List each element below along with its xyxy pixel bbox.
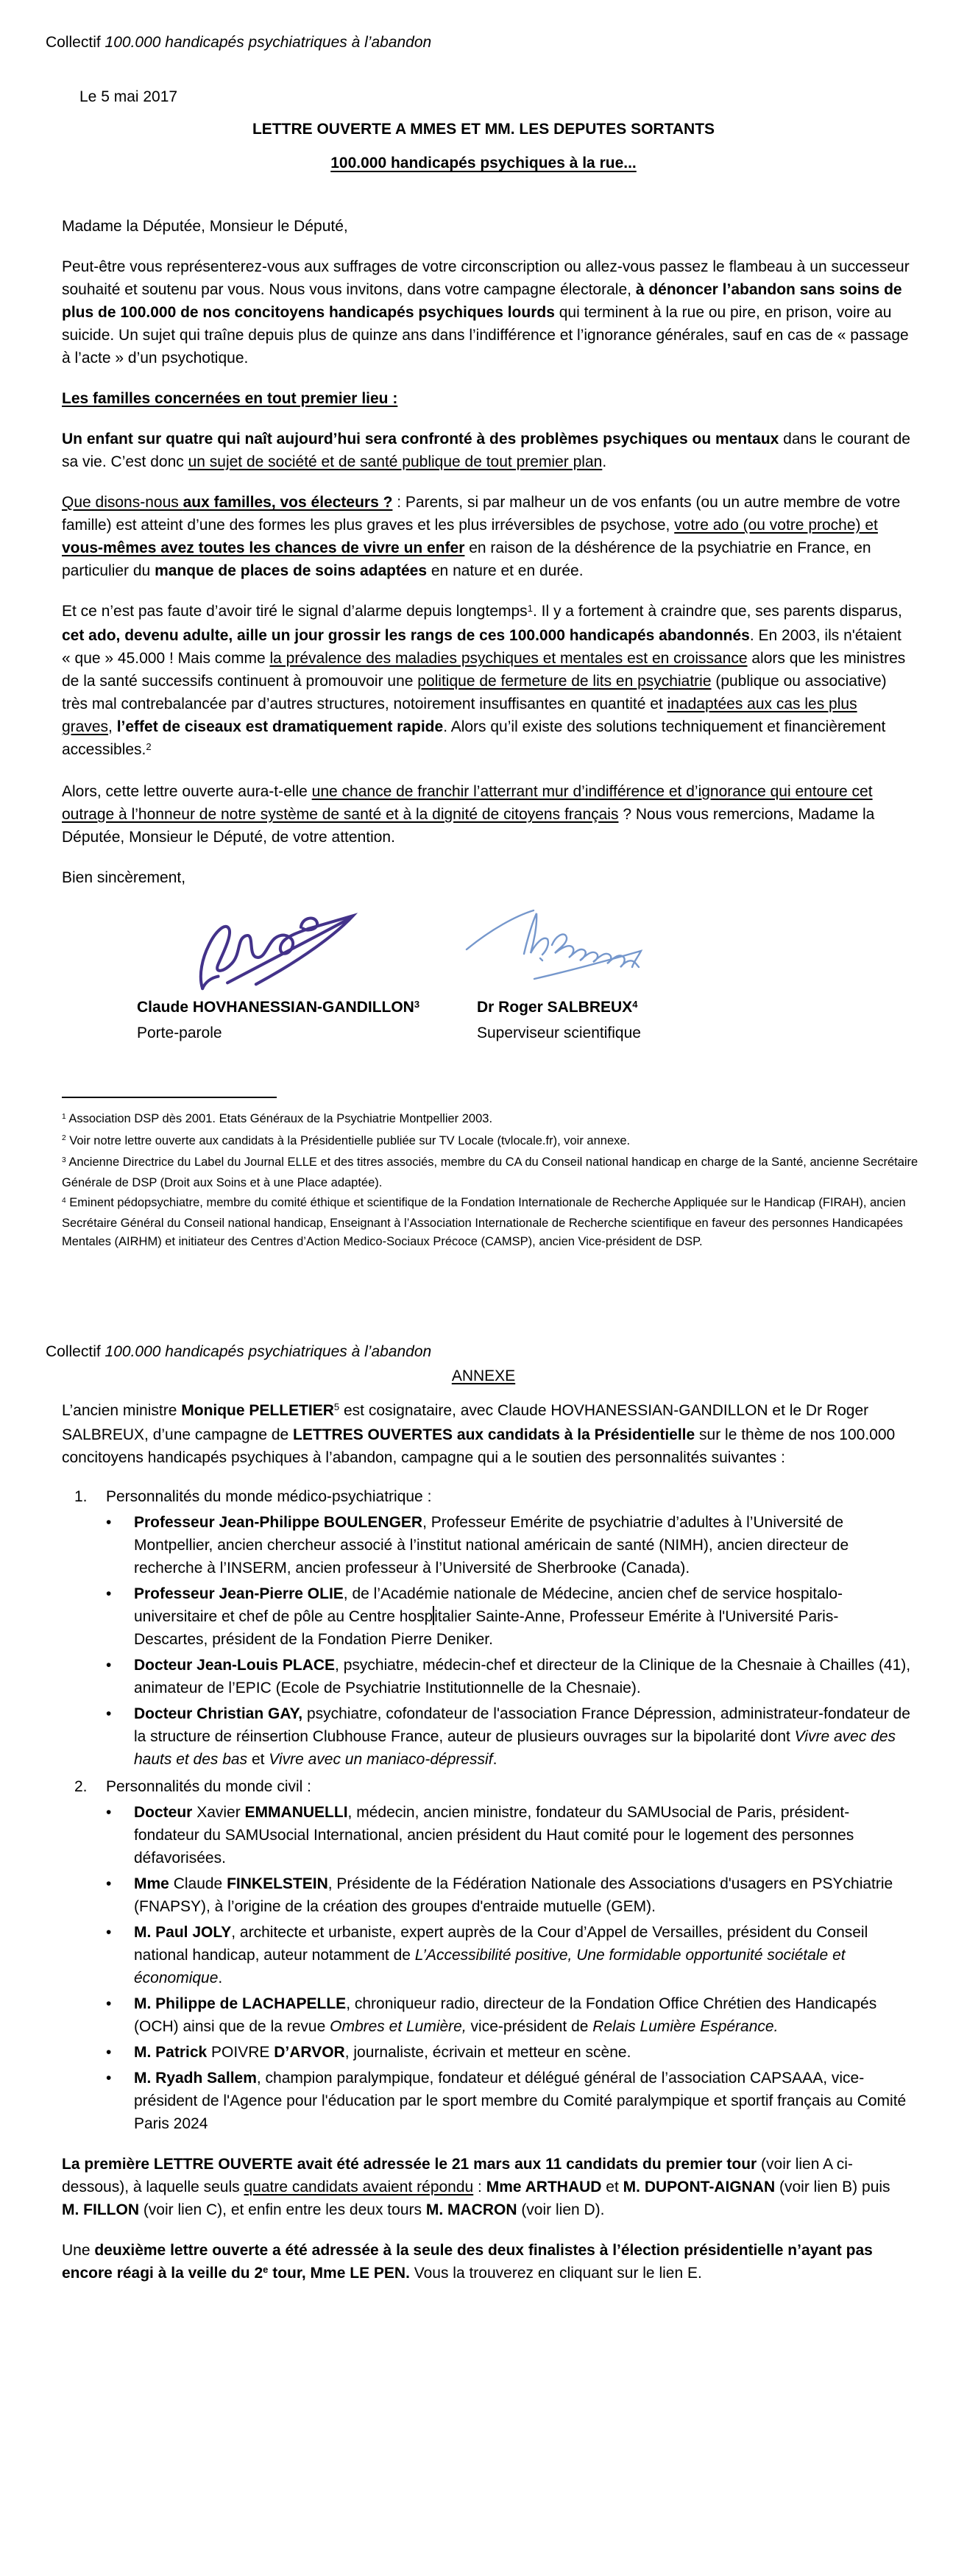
annexe-final-paragraph-2: Une deuxième lettre ouverte a été adressée à la seule des deux finalistes à l’élection présidentielle n’ayant pas encore réagi à la veille du 2e tour, Mme LE PEN. Vous la trouverez en cliquant sur le lien E. <box>62 2241 873 2282</box>
signer-left-name: Claude HOVHANESSIAN-GANDILLON$^3$ <box>137 998 420 1016</box>
footnotes-block <box>62 1110 935 1252</box>
list-item-gay: • Docteur Christian GAY, psychiatre, cofondateur de l'association France Dépression, administrateur-fondateur de la structure de réinsertion Clubhouse France, auteur de plusieurs ouvrages sur la bipolarité dont Vivre avec des hauts et des bas et Vivre avec un maniaco-dépressif. <box>106 1702 911 1771</box>
salutation: Madame la Députée, Monsieur le Député, <box>62 218 348 235</box>
signers-block <box>137 995 967 1045</box>
list-item-finkelstein: • Mme Claude FINKELSTEIN, Présidente de la Fédération Nationale des Associations d'usagers en PSYchiatrie (FNAPSY), à l’origine de la création des groupes d'entraide mutuelle (GEM). <box>106 1872 911 1918</box>
list1-label: Personnalités du monde médico-psychiatrique : <box>106 1487 432 1505</box>
signature-salbreux-image <box>464 907 648 989</box>
annexe-title: ANNEXE <box>451 1367 516 1384</box>
letter-title: LETTRE OUVERTE A MMES ET MM. LES DEPUTES SORTANTS <box>252 121 715 138</box>
list1-heading <box>74 1485 911 1508</box>
bullet-icon: • <box>106 1803 112 1821</box>
list-item-joly: • M. Paul JOLY, architecte et urbaniste, expert auprès de la Cour d’Appel de Versailles, président du Conseil national handicap, auteur notamment de L’Accessibilité positive, Une formidable opportunité sociétale et économique. <box>106 1921 911 1989</box>
footnote-2: $^2$ Voir notre lettre ouverte aux candidats à la Présidentielle publiée sur TV Locale (tvlocale.fr), voir annexe. <box>62 1133 631 1147</box>
annexe-intro: L’ancien ministre Monique PELLETIER$^5$ est cosignataire, avec Claude HOVHANESSIAN-GANDILLON et le Dr Roger SALBREUX, d’une campagne de LETTRES OUVERTES aux candidats à la Présidentielle sur le thème de nos 100.000 concitoyens handicapés psychiques à l’abandon, campagne qui a le soutien des personnalités suivantes : <box>62 1401 896 1466</box>
signer-right <box>477 995 817 1045</box>
bullet-icon: • <box>106 1875 112 1892</box>
letter-subtitle: 100.000 handicapés psychiques à la rue... <box>330 155 637 171</box>
paragraph-4: Et ce n’est pas faute d’avoir tiré le signal d’alarme depuis longtemps$^1$. Il y a fortement à craindre que, ses parents disparus, cet ado, devenu adulte, aille un jour grossir les rangs de ces 100.000 handicapés abandonnés. En 2003, ils n'étaient « que » 45.000 ! Mais comme la prévalence des maladies psychiques et mentales est en croissance alors que les ministres de la santé successifs continuent à promouvoir une politique de fermeture de lits en psychiatrie (publique ou associative) très mal contrebalancée par d’autres structures, notoirement insuffisantes en quantité et inadaptées aux cas les plus graves, l’effet de ciseaux est dramatiquement rapide. Alors qu’il existe des solutions techniquement et financièrement accessibles.$^2$ <box>62 602 906 758</box>
bullet-icon: • <box>106 1585 112 1602</box>
page1-org-header: Collectif 100.000 handicapés psychiatriques à l’abandon <box>46 34 432 51</box>
signer-right-name: Dr Roger SALBREUX$^4$ <box>477 998 638 1016</box>
list-item-sallem: • M. Ryadh Sallem, champion paralympique, fondateur et délégué général de l’association CAPSAAA, vice-président de l'Agence pour l'éducation par le sport membre du Comité paralympique et sportif français au Comité Paris 2024 <box>106 2067 911 2135</box>
list1-number: 1. <box>74 1487 88 1505</box>
footnote-separator <box>62 1097 277 1098</box>
section-heading-familles: Les familles concernées en tout premier lieu : <box>62 390 398 407</box>
paragraph-3: Que disons-nous aux familles, vos électeurs ? : Parents, si par malheur un de vos enfants (ou un autre membre de votre famille) est atteint d’une des formes les plus graves et les plus irréversibles de psychose, votre ado (ou votre proche) et vous-mêmes avez toutes les chances de vivre un enfer en raison de la déshérence de la psychiatrie en France, en particulier du manque de places de soins adaptées en nature et en durée. <box>62 494 901 579</box>
bullet-icon: • <box>106 1656 112 1674</box>
bullet-icon: • <box>106 1513 112 1531</box>
footnote-4: $^4$ Eminent pédopsychiatre, membre du comité éthique et scientifique de la Fondation Internationale de Recherche Appliquée sur le Handicap (FIRAH), ancien Secrétaire Général du Conseil national handicap, Enseignant à l’Association Internationale de Recherche scientifique en faveur des personnes Handicapées Mentales (AIRHM) et initiateur des Centres d’Action Medico-Sociaux Précoce (CAMSP), ancien Vice-président de DSP. <box>62 1196 906 1248</box>
bullet-icon: • <box>106 2043 112 2061</box>
page2-org-header: Collectif 100.000 handicapés psychiatriques à l’abandon <box>46 1342 432 1360</box>
signature-hovhanessian-image <box>184 898 368 991</box>
list-item-place: • Docteur Jean-Louis PLACE, psychiatre, médecin-chef et directeur de la Clinique de la Chesnaie à Chailles (41), animateur de l’EPIC (Ecole de Psychiatrie Institutionnelle de la Chesnaie). <box>106 1654 911 1699</box>
signer-right-role: Superviseur scientifique <box>477 1025 641 1041</box>
annexe-final-paragraph-1: La première LETTRE OUVERTE avait été adressée le 21 mars aux 11 candidats du premier tour (voir lien A ci-dessous), à laquelle seuls quatre candidats avaient répondu : Mme ARTHAUD et M. DUPONT-AIGNAN (voir lien B) puis M. FILLON (voir lien C), et enfin entre les deux tours M. MACRON (voir lien D). <box>62 2155 890 2218</box>
list2-label: Personnalités du monde civil : <box>106 1777 311 1795</box>
bullet-icon: • <box>106 1705 112 1722</box>
list-item-olie: • Professeur Jean-Pierre OLIE, de l’Académie nationale de Médecine, ancien chef de service hospitalo-universitaire et chef de pôle au Centre hospitalier Sainte-Anne, Professeur Emérite à l'Université Paris-Descartes, président de la Fondation Pierre Deniker. <box>106 1582 911 1651</box>
bullet-icon: • <box>106 1923 112 1941</box>
signer-left-role: Porte-parole <box>137 1025 222 1041</box>
footnote-3: $^3$ Ancienne Directrice du Label du Journal ELLE et des titres associés, membre du CA du Conseil national handicap en charge de la Santé, ancienne Secrétaire Générale de DSP (Droit aux Soins et à une Place adaptée). <box>62 1156 918 1189</box>
date-line: Le 5 mai 2017 <box>79 88 178 105</box>
list2-number: 2. <box>74 1777 88 1795</box>
list-item-lachapelle: • M. Philippe de LACHAPELLE, chroniqueur radio, directeur de la Fondation Office Chrétien des Handicapés (OCH) ainsi que de la revue Ombres et Lumière, vice-président de Relais Lumière Espérance. <box>106 1992 911 2038</box>
footnote-1: $^1$ Association DSP dès 2001. Etats Généraux de la Psychiatrie Montpellier 2003. <box>62 1112 493 1125</box>
paragraph-5: Alors, cette lettre ouverte aura-t-elle une chance de franchir l’atterrant mur d’indifférence et d’ignorance qui entoure cet outrage à l’honneur de notre système de santé et à la dignité de citoyens français ? Nous vous remercions, Madame la Députée, Monsieur le Député, de votre attention. <box>62 783 875 846</box>
letter-body <box>62 215 911 889</box>
list2-heading <box>74 1775 911 1798</box>
bullet-icon: • <box>106 1995 112 2012</box>
paragraph-1: Peut-être vous représenterez-vous aux suffrages de votre circonscription ou allez-vous passez le flambeau à un successeur souhaité et soutenu par vous. Nous vous invitons, dans votre campagne électorale, à dénoncer l’abandon sans soins de plus de 100.000 de nos concitoyens handicapés psychiques lourds qui terminent à la rue ou pire, en prison, voire au suicide. Un sujet qui traîne depuis plus de quinze ans dans l’indifférence et l’ignorance générales, sauf en cas de « passage à l’acte » d’un psychotique. <box>62 258 910 367</box>
list-item-emmanuelli: • Docteur Xavier EMMANUELLI, médecin, ancien ministre, fondateur du SAMUsocial de Paris, président-fondateur du SAMUsocial International, ancien président du Haut comité pour le logement des personnes défavorisées. <box>106 1801 911 1869</box>
paragraph-2: Un enfant sur quatre qui naît aujourd’hui sera confronté à des problèmes psychiques ou mentaux dans le courant de sa vie. C’est donc un sujet de société et de santé publique de tout premier plan. <box>62 431 910 470</box>
closing-line: Bien sincèrement, <box>62 869 186 886</box>
list-item-boulenger: • Professeur Jean-Philippe BOULENGER, Professeur Emérite de psychiatrie d’adultes à l’Université de Montpellier, ancien chercheur associé à l’institut national américain de santé (NIMH), ancien directeur de recherche à l’INSERM, ancien professeur à l’Université de Sherbrooke (Canada). <box>106 1511 911 1579</box>
annexe-body <box>62 1399 911 2286</box>
bullet-icon: • <box>106 2069 112 2087</box>
list-item-poivre-darvor: • M. Patrick POIVRE D’ARVOR, journaliste, écrivain et metteur en scène. <box>106 2041 911 2064</box>
signatures-row <box>184 898 967 992</box>
signer-left <box>137 995 477 1045</box>
